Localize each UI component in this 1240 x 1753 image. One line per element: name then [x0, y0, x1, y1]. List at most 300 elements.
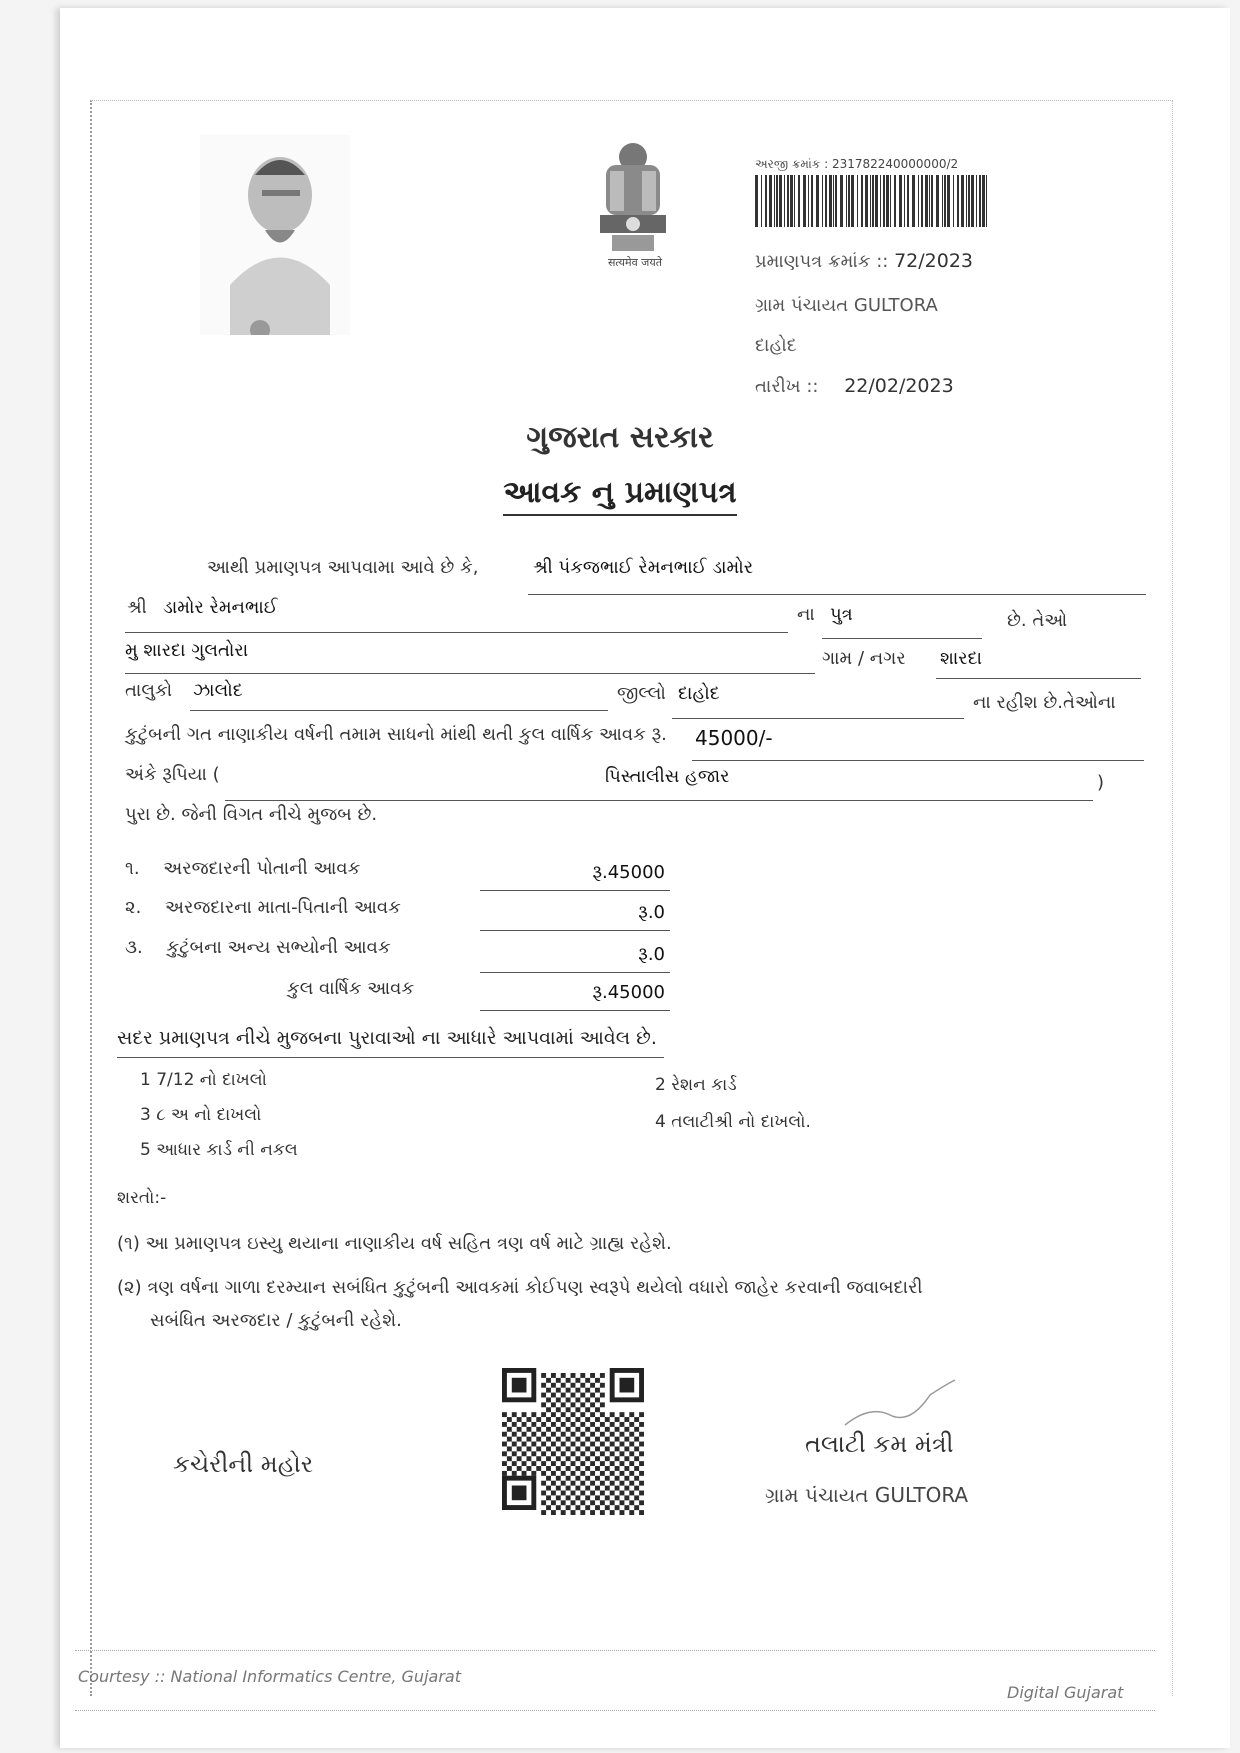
father-name: ડામોર રેમનભાઈ — [163, 597, 278, 618]
qr-module — [620, 1500, 625, 1505]
taluka-underline — [190, 710, 608, 711]
barcode-bar — [865, 175, 868, 227]
barcode-bar — [835, 175, 837, 227]
barcode-bar — [794, 175, 795, 227]
qr-module — [556, 1456, 561, 1461]
qr-module — [585, 1486, 590, 1491]
qr-module — [561, 1412, 566, 1417]
qr-module — [610, 1432, 615, 1437]
qr-module — [517, 1427, 522, 1432]
qr-module — [536, 1446, 541, 1451]
qr-module — [585, 1437, 590, 1442]
barcode-bar — [755, 175, 758, 227]
qr-module — [526, 1437, 531, 1442]
income-item-3-value: રૂ.0 — [638, 944, 665, 965]
district: દાહોદ — [755, 335, 797, 356]
qr-module — [556, 1407, 561, 1412]
barcode-bar — [765, 175, 767, 227]
income-item-num: ૩. — [125, 937, 143, 958]
qr-module — [546, 1397, 551, 1402]
qr-module — [634, 1456, 639, 1461]
income-item-2-value: રૂ.0 — [638, 902, 665, 923]
qr-module — [546, 1495, 551, 1500]
qr-module — [575, 1495, 580, 1500]
qr-module — [595, 1505, 600, 1510]
qr-module — [634, 1495, 639, 1500]
qr-module — [531, 1412, 536, 1417]
qr-module — [629, 1491, 634, 1496]
qr-module — [624, 1495, 629, 1500]
qr-module — [512, 1461, 517, 1466]
barcode — [755, 175, 990, 227]
qr-module — [634, 1437, 639, 1442]
qr-module — [541, 1461, 546, 1466]
qr-module — [507, 1417, 512, 1422]
qr-module — [546, 1486, 551, 1491]
qr-module — [595, 1437, 600, 1442]
qr-module — [551, 1422, 556, 1427]
qr-module — [595, 1417, 600, 1422]
qr-module — [541, 1442, 546, 1447]
qr-module — [512, 1471, 517, 1476]
income-item-num: ૧. — [125, 858, 140, 879]
qr-module — [600, 1510, 605, 1515]
barcode-bar — [848, 175, 850, 227]
qr-module — [571, 1373, 576, 1378]
qr-module — [600, 1451, 605, 1456]
qr-module — [580, 1402, 585, 1407]
qr-module — [551, 1442, 556, 1447]
qr-module — [541, 1451, 546, 1456]
income-sentence: કુટુંબની ગત નાણાકીય વર્ષની તમામ સાધનો માંથી થતી કુલ વાર્ષિક આવક રૂ. — [125, 724, 667, 745]
qr-module — [620, 1422, 625, 1427]
applicant-name: શ્રી પંકજભાઈ રેમનભાઈ ડામોર — [533, 557, 754, 578]
barcode-bar — [808, 175, 809, 227]
qr-module — [580, 1461, 585, 1466]
qr-module — [541, 1402, 546, 1407]
qr-module — [541, 1481, 546, 1486]
barcode-bar — [811, 175, 813, 227]
qr-module — [561, 1442, 566, 1447]
qr-module — [531, 1422, 536, 1427]
issue-date-label: તારીખ :: — [755, 376, 819, 397]
barcode-bar — [918, 175, 919, 227]
qr-module — [595, 1476, 600, 1481]
qr-module — [517, 1446, 522, 1451]
qr-module — [634, 1486, 639, 1491]
barcode-bar — [875, 175, 878, 227]
qr-module — [522, 1461, 527, 1466]
barcode-bar — [880, 175, 881, 227]
jillo-label: જીલ્લો — [617, 683, 666, 704]
qr-module — [561, 1491, 566, 1496]
qr-module — [571, 1471, 576, 1476]
barcode-bar — [840, 175, 843, 227]
qr-module — [541, 1383, 546, 1388]
barcode-bar — [982, 175, 985, 227]
income-item-2-underline — [480, 930, 670, 931]
qr-module — [571, 1500, 576, 1505]
qr-module — [590, 1402, 595, 1407]
qr-module — [610, 1412, 615, 1417]
qr-module — [575, 1456, 580, 1461]
qr-module — [502, 1451, 507, 1456]
application-number: અરજી ક્રમાંક : 231782240000000/2 — [755, 157, 959, 171]
qr-module — [546, 1407, 551, 1412]
jillo-underline — [672, 718, 964, 719]
qr-module — [551, 1471, 556, 1476]
qr-module — [615, 1427, 620, 1432]
qr-module — [556, 1486, 561, 1491]
barcode-bar — [790, 175, 793, 227]
barcode-bar — [942, 175, 943, 227]
qr-module — [561, 1432, 566, 1437]
barcode-bar — [870, 175, 871, 227]
qr-module — [595, 1486, 600, 1491]
qr-module — [536, 1417, 541, 1422]
qr-module — [585, 1446, 590, 1451]
barcode-bar — [822, 175, 823, 227]
qr-module — [546, 1476, 551, 1481]
qr-module — [561, 1481, 566, 1486]
qr-module — [571, 1481, 576, 1486]
qr-module — [575, 1486, 580, 1491]
qr-module — [531, 1432, 536, 1437]
qr-module — [507, 1437, 512, 1442]
qr-module — [507, 1456, 512, 1461]
qr-module — [629, 1481, 634, 1486]
qr-module — [600, 1393, 605, 1398]
qr-module — [615, 1466, 620, 1471]
qr-module — [546, 1456, 551, 1461]
qr-module — [526, 1456, 531, 1461]
qr-module — [541, 1500, 546, 1505]
qr-module — [610, 1481, 615, 1486]
qr-module — [566, 1427, 571, 1432]
qr-module — [590, 1373, 595, 1378]
qr-module — [517, 1437, 522, 1442]
qr-module — [615, 1437, 620, 1442]
qr-module — [585, 1495, 590, 1500]
qr-module — [571, 1432, 576, 1437]
qr-module — [615, 1495, 620, 1500]
qr-module — [556, 1466, 561, 1471]
income-item-label: અરજદારના માતા-પિતાની આવક — [165, 897, 401, 918]
barcode-bar — [894, 175, 896, 227]
barcode-bar — [899, 175, 902, 227]
qr-module — [610, 1491, 615, 1496]
qr-module — [522, 1442, 527, 1447]
qr-module — [566, 1378, 571, 1383]
qr-module — [605, 1427, 610, 1432]
certificate-number-value: 72/2023 — [894, 250, 974, 272]
qr-module — [517, 1466, 522, 1471]
barcode-bar — [846, 175, 847, 227]
evidence-item: 2 રેશન કાર્ડ — [655, 1075, 737, 1095]
qr-module — [600, 1442, 605, 1447]
qr-module — [600, 1432, 605, 1437]
qr-module — [629, 1461, 634, 1466]
qr-module — [502, 1412, 507, 1417]
qr-module — [526, 1466, 531, 1471]
qr-module — [639, 1432, 644, 1437]
qr-module — [620, 1451, 625, 1456]
qr-module — [639, 1491, 644, 1496]
qr-module — [615, 1505, 620, 1510]
qr-module — [624, 1437, 629, 1442]
qr-module — [536, 1456, 541, 1461]
qr-module — [624, 1486, 629, 1491]
barcode-bar — [957, 175, 959, 227]
qr-module — [551, 1393, 556, 1398]
qr-module — [561, 1471, 566, 1476]
qr-module — [541, 1422, 546, 1427]
barcode-bar — [886, 175, 889, 227]
qr-module — [502, 1461, 507, 1466]
barcode-bar — [769, 175, 772, 227]
relation: પુત્ર — [830, 604, 853, 625]
qr-module — [561, 1373, 566, 1378]
qr-module — [620, 1412, 625, 1417]
qr-module — [600, 1461, 605, 1466]
jillo: દાહોદ — [678, 683, 720, 704]
qr-module — [639, 1500, 644, 1505]
qr-module — [556, 1505, 561, 1510]
qr-module — [620, 1471, 625, 1476]
qr-module — [546, 1505, 551, 1510]
barcode-bar — [851, 175, 854, 227]
qr-module — [571, 1393, 576, 1398]
qr-module — [624, 1466, 629, 1471]
qr-module — [541, 1412, 546, 1417]
barcode-bar — [947, 175, 950, 227]
conditions-heading: શરતો:- — [117, 1188, 167, 1208]
qr-module — [605, 1456, 610, 1461]
barcode-bar — [829, 175, 832, 227]
qr-module — [556, 1417, 561, 1422]
qr-module — [522, 1412, 527, 1417]
qr-module — [575, 1417, 580, 1422]
qr-module — [556, 1495, 561, 1500]
qr-module — [575, 1427, 580, 1432]
qr-module — [566, 1446, 571, 1451]
qr-module — [600, 1491, 605, 1496]
qr-module — [571, 1451, 576, 1456]
qr-module — [571, 1402, 576, 1407]
qr-module — [615, 1476, 620, 1481]
qr-module — [571, 1412, 576, 1417]
qr-module — [556, 1446, 561, 1451]
words-underline — [225, 800, 1093, 801]
qr-module — [629, 1451, 634, 1456]
barcode-bar — [861, 175, 863, 227]
qr-module — [502, 1471, 507, 1476]
qr-module — [566, 1437, 571, 1442]
qr-module — [624, 1456, 629, 1461]
qr-module — [566, 1388, 571, 1393]
qr-module — [571, 1510, 576, 1515]
officer-signature — [840, 1375, 960, 1435]
qr-module — [522, 1451, 527, 1456]
qr-module — [531, 1451, 536, 1456]
qr-module — [590, 1461, 595, 1466]
barcode-bar — [825, 175, 827, 227]
relation-underline — [822, 638, 982, 639]
qr-module — [639, 1471, 644, 1476]
qr-module — [575, 1476, 580, 1481]
qr-module — [624, 1446, 629, 1451]
qr-module — [556, 1437, 561, 1442]
qr-module — [541, 1510, 546, 1515]
officer-office: ગ્રામ પંચાયત GULTORA — [765, 1483, 969, 1507]
qr-module — [590, 1383, 595, 1388]
qr-module — [610, 1510, 615, 1515]
qr-module — [639, 1510, 644, 1515]
qr-module — [580, 1451, 585, 1456]
income-item-3-underline — [480, 972, 670, 973]
qr-module — [615, 1417, 620, 1422]
qr-module — [571, 1442, 576, 1447]
qr-module — [600, 1373, 605, 1378]
income-item-1-value: રૂ.45000 — [592, 862, 665, 883]
qr-module — [590, 1471, 595, 1476]
qr-module — [561, 1393, 566, 1398]
qr-module — [551, 1481, 556, 1486]
footer-bottom-rule — [75, 1710, 1155, 1711]
qr-module — [536, 1466, 541, 1471]
qr-module — [502, 1432, 507, 1437]
qr-module — [620, 1481, 625, 1486]
qr-module — [629, 1432, 634, 1437]
barcode-bar — [761, 175, 762, 227]
barcode-bar — [976, 175, 977, 227]
qr-module — [546, 1446, 551, 1451]
barcode-bar — [986, 175, 987, 227]
qr-module — [615, 1456, 620, 1461]
qr-module — [590, 1491, 595, 1496]
qr-code — [502, 1368, 644, 1520]
qr-module — [600, 1412, 605, 1417]
qr-module — [502, 1442, 507, 1447]
intro-text: આથી પ્રમાણપત્ર આપવામા આવે છે કે, — [207, 557, 479, 578]
qr-module — [610, 1442, 615, 1447]
qr-module — [575, 1397, 580, 1402]
qr-module — [522, 1471, 527, 1476]
qr-module — [566, 1486, 571, 1491]
barcode-bar — [890, 175, 891, 227]
qr-module — [590, 1442, 595, 1447]
qr-module — [580, 1422, 585, 1427]
certificate-number — [755, 250, 973, 272]
qr-module — [580, 1393, 585, 1398]
qr-module — [561, 1500, 566, 1505]
barcode-bar — [944, 175, 946, 227]
qr-module — [541, 1393, 546, 1398]
barcode-bar — [925, 175, 928, 227]
resident-text: ના રહીશ છે.તેઓના — [973, 692, 1116, 713]
qr-module — [566, 1397, 571, 1402]
barcode-bar — [798, 175, 800, 227]
emblem-motto: सत्यमेव जयते — [607, 256, 662, 269]
qr-module — [522, 1432, 527, 1437]
government-title: ગુજરાત સરકાર — [526, 420, 714, 455]
qr-module — [605, 1446, 610, 1451]
barcode-bar — [776, 175, 778, 227]
qr-module — [620, 1461, 625, 1466]
qr-module — [590, 1432, 595, 1437]
qr-module — [531, 1471, 536, 1476]
certificate-number-label: પ્રમાણપત્ર ક્રમાંક :: — [755, 251, 889, 272]
qr-module — [590, 1510, 595, 1515]
qr-module — [571, 1383, 576, 1388]
qr-module — [502, 1422, 507, 1427]
qr-module — [580, 1481, 585, 1486]
issue-date — [755, 375, 954, 397]
qr-module — [595, 1456, 600, 1461]
qr-module — [541, 1491, 546, 1496]
qr-module — [580, 1471, 585, 1476]
income-item-1 — [125, 858, 360, 879]
qr-module — [546, 1388, 551, 1393]
qr-module — [610, 1451, 615, 1456]
qr-module — [551, 1500, 556, 1505]
qr-module — [620, 1491, 625, 1496]
qr-module — [531, 1461, 536, 1466]
qr-finder — [512, 1378, 527, 1393]
qr-module — [585, 1505, 590, 1510]
qr-module — [580, 1373, 585, 1378]
words-close: ) — [1097, 772, 1105, 793]
qr-module — [551, 1432, 556, 1437]
office-seal-label: કચેરીની મહોર — [173, 1450, 314, 1478]
qr-module — [541, 1471, 546, 1476]
income-item-label: કુટુંબના અન્ય સભ્યોની આવક — [166, 937, 391, 958]
qr-module — [585, 1466, 590, 1471]
barcode-bar — [929, 175, 930, 227]
qr-module — [595, 1378, 600, 1383]
income-item-3 — [125, 937, 391, 958]
qr-module — [585, 1388, 590, 1393]
qr-module — [590, 1500, 595, 1505]
qr-module — [546, 1437, 551, 1442]
income-item-label: અરજદારની પોતાની આવક — [163, 858, 361, 879]
qr-module — [571, 1422, 576, 1427]
qr-module — [634, 1505, 639, 1510]
qr-module — [546, 1466, 551, 1471]
taluka-label: તાલુકો — [125, 680, 173, 701]
qr-module — [546, 1417, 551, 1422]
qr-module — [580, 1432, 585, 1437]
qr-module — [605, 1486, 610, 1491]
barcode-bar — [966, 175, 967, 227]
qr-module — [551, 1373, 556, 1378]
qr-module — [566, 1505, 571, 1510]
qr-module — [624, 1476, 629, 1481]
income-total-label: કુલ વાર્ષિક આવક — [287, 978, 415, 999]
qr-module — [634, 1446, 639, 1451]
income-item-1-underline — [480, 890, 670, 891]
qr-module — [595, 1446, 600, 1451]
qr-module — [526, 1417, 531, 1422]
barcode-bar — [774, 175, 775, 227]
qr-module — [575, 1378, 580, 1383]
footer-brand: Digital Gujarat — [1007, 1683, 1124, 1702]
income-amount-underline — [692, 760, 1144, 761]
qr-module — [605, 1466, 610, 1471]
qr-module — [526, 1446, 531, 1451]
qr-module — [639, 1481, 644, 1486]
qr-module — [639, 1451, 644, 1456]
